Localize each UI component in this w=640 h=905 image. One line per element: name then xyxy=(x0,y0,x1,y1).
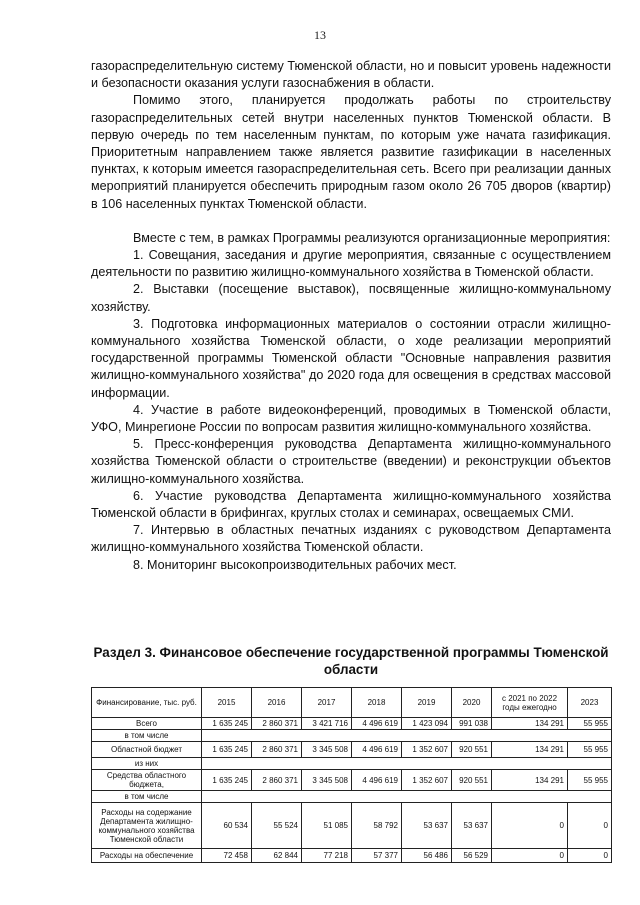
table-cell: 53 637 xyxy=(452,803,492,849)
table-cell-empty xyxy=(202,758,612,770)
table-cell: 55 524 xyxy=(252,803,302,849)
table-row xyxy=(92,849,612,863)
table-cell: 134 291 xyxy=(492,718,568,730)
financing-table xyxy=(91,687,612,863)
row-label: из них xyxy=(92,758,202,770)
paragraph: 1. Совещания, заседания и другие мероприятия, связанные с осуществлением деятельности по развитию жилищно-коммунального хозяйства в Тюменской области. xyxy=(91,248,611,280)
row-label: в том числе xyxy=(92,791,202,803)
table-cell: 0 xyxy=(568,803,612,849)
table-cell: 4 496 619 xyxy=(352,718,402,730)
table-header-year: 2018 xyxy=(352,688,402,718)
table-cell: 1 352 607 xyxy=(402,742,452,758)
table-cell: 0 xyxy=(568,849,612,863)
table-cell: 134 291 xyxy=(492,742,568,758)
paragraph: 7. Интервью в областных печатных изданиях с руководством Департамента жилищно-коммунального хозяйства Тюменской области. xyxy=(91,523,611,555)
table-cell: 55 955 xyxy=(568,742,612,758)
row-label: в том числе xyxy=(92,730,202,742)
table-header-year: 2019 xyxy=(402,688,452,718)
paragraph: 8. Мониторинг высокопроизводительных рабочих мест. xyxy=(133,557,457,572)
table-cell: 51 085 xyxy=(302,803,352,849)
table-cell: 4 496 619 xyxy=(352,742,402,758)
table-cell: 2 860 371 xyxy=(252,718,302,730)
table-cell: 3 345 508 xyxy=(302,770,352,791)
table-cell: 55 955 xyxy=(568,770,612,791)
table-body xyxy=(92,718,612,863)
table-cell: 60 534 xyxy=(202,803,252,849)
table-cell: 53 637 xyxy=(402,803,452,849)
table-cell-empty xyxy=(202,791,612,803)
table-header-year: 2016 xyxy=(252,688,302,718)
table-cell: 920 551 xyxy=(452,770,492,791)
body-text xyxy=(91,58,611,574)
table-cell: 56 486 xyxy=(402,849,452,863)
paragraph: 3. Подготовка информационных материалов о состоянии отрасли жилищно-коммунального хозяйства Тюменской области, о ходе реализации мероприятий государственной программы Тюменской области "Основные направления развития жилищно-коммунального хозяйства" до 2020 года для освещения в средствах массовой информации. xyxy=(91,316,611,400)
table-cell: 1 635 245 xyxy=(202,718,252,730)
row-label: Областной бюджет xyxy=(92,742,202,758)
table-row xyxy=(92,803,612,849)
table-cell: 0 xyxy=(492,849,568,863)
table-cell: 991 038 xyxy=(452,718,492,730)
table-row xyxy=(92,791,612,803)
table-cell: 1 635 245 xyxy=(202,770,252,791)
row-label: Средства областного бюджета, xyxy=(92,770,202,791)
table-header-year: с 2021 по 2022 годы ежегодно xyxy=(492,688,568,718)
table-header-year: 2015 xyxy=(202,688,252,718)
row-label: Расходы на обеспечение xyxy=(92,849,202,863)
table-cell: 134 291 xyxy=(492,770,568,791)
table-cell: 0 xyxy=(492,803,568,849)
section-title: Раздел 3. Финансовое обеспечение государственной программы Тюменской области xyxy=(93,645,609,677)
paragraph: 6. Участие руководства Департамента жилищно-коммунального хозяйства Тюменской области в брифингах, круглых столах и семинарах, освещаемых СМИ. xyxy=(91,488,611,521)
paragraph: 5. Пресс-конференция руководства Департамента жилищно-коммунального хозяйства Тюменской области о строительстве (введении) и реконструкции объектов жилищно-коммунального хозяйства. xyxy=(91,437,611,486)
table-cell: 56 529 xyxy=(452,849,492,863)
paragraph: 2. Выставки (посещение выставок), посвященные жилищно-коммунальному хозяйству. xyxy=(91,282,611,314)
table-cell: 57 377 xyxy=(352,849,402,863)
table-cell: 4 496 619 xyxy=(352,770,402,791)
table-cell-empty xyxy=(202,730,612,742)
row-label: Расходы на содержание Департамента жилищно-коммунального хозяйства Тюменской области xyxy=(92,803,202,849)
table-row xyxy=(92,730,612,742)
table-cell: 2 860 371 xyxy=(252,770,302,791)
table-cell: 1 423 094 xyxy=(402,718,452,730)
table-row xyxy=(92,758,612,770)
table-header-year: 2020 xyxy=(452,688,492,718)
table-cell: 72 458 xyxy=(202,849,252,863)
table-cell: 62 844 xyxy=(252,849,302,863)
row-label: Всего xyxy=(92,718,202,730)
table-header-year: 2017 xyxy=(302,688,352,718)
paragraph: Вместе с тем, в рамках Программы реализуются организационные мероприятия: xyxy=(133,230,611,245)
table-header-label: Финансирование, тыс. руб. xyxy=(92,688,202,718)
page-number: 13 xyxy=(314,28,326,42)
table-header-year: 2023 xyxy=(568,688,612,718)
table-row xyxy=(92,742,612,758)
paragraph: 4. Участие в работе видеоконференций, проводимых в Тюменской области, УФО, Минрегионе России по вопросам развития жилищно-коммунального хозяйства. xyxy=(91,402,611,435)
table-row xyxy=(92,718,612,730)
table-cell: 77 218 xyxy=(302,849,352,863)
table-header-row xyxy=(92,688,612,718)
table-cell: 1 352 607 xyxy=(402,770,452,791)
paragraph: Помимо этого, планируется продолжать работы по строительству газораспределительных сетей внутри населенных пунктов Тюменской области. В первую очередь по тем населенным пунктам, по которым уже начата газификация. Приоритетным направлением также является развитие газификации в населенных пунктах, к которым имеется газораспределительная сеть. Всего при реализации данных мероприятий планируется обеспечить природным газом около 26 705 дворов (квартир) в 106 населенных пунктах Тюменской области. xyxy=(91,93,611,211)
table-cell: 3 345 508 xyxy=(302,742,352,758)
table-cell: 58 792 xyxy=(352,803,402,849)
table-cell: 55 955 xyxy=(568,718,612,730)
paragraph: газораспределительную систему Тюменской области, но и повысит уровень надежности и безопасности оказания услуги газоснабжения в области. xyxy=(91,59,611,91)
table-cell: 920 551 xyxy=(452,742,492,758)
table-cell: 2 860 371 xyxy=(252,742,302,758)
table-cell: 1 635 245 xyxy=(202,742,252,758)
table-row xyxy=(92,770,612,791)
table-cell: 3 421 716 xyxy=(302,718,352,730)
